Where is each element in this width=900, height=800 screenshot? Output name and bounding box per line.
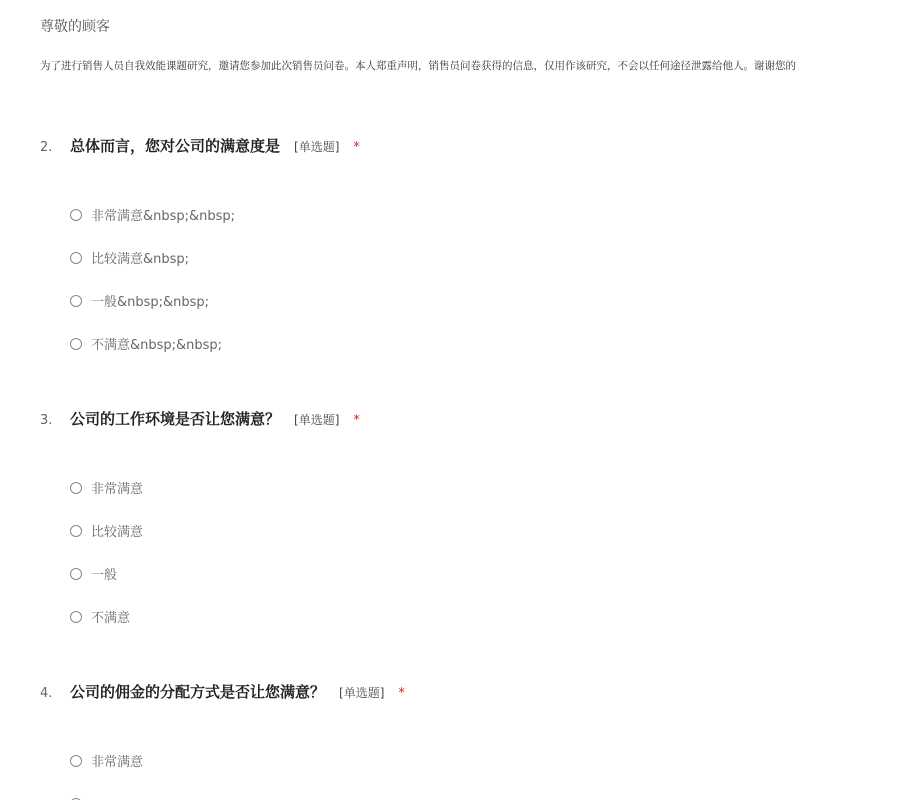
question-type-tag: [单选题]	[294, 413, 340, 427]
option-fairly-satisfied[interactable]	[70, 236, 235, 279]
required-marker: *	[398, 686, 405, 701]
question-4	[40, 681, 900, 770]
radio-button[interactable]	[70, 755, 82, 767]
question-type-tag: [单选题]	[294, 140, 340, 154]
radio-button[interactable]	[70, 252, 82, 264]
options-list	[70, 739, 143, 800]
option-label: 不满意	[91, 611, 131, 626]
radio-button[interactable]	[70, 295, 82, 307]
required-marker: *	[353, 413, 360, 428]
option-average[interactable]	[70, 279, 235, 322]
option-label: 比较满意&nbsp;	[91, 252, 190, 267]
required-marker: *	[353, 140, 360, 155]
intro-text: 为了进行销售人员自我效能课题研究，邀请您参加此次销售员问卷。本人郑重声明，销售员问卷获得的信息，仅用作该研究，不会以任何途径泄露给他人。谢谢您的	[40, 60, 796, 72]
question-number: 4.	[40, 686, 53, 701]
radio-button[interactable]	[70, 525, 82, 537]
radio-button[interactable]	[70, 209, 82, 221]
question-3	[40, 408, 900, 626]
option-label: 一般	[91, 568, 118, 583]
option-cut-off[interactable]	[70, 782, 143, 800]
question-header	[40, 135, 900, 159]
radio-button[interactable]	[70, 568, 82, 580]
option-label: 非常满意	[91, 482, 144, 497]
option-label: 非常满意	[91, 755, 144, 770]
option-label: 一般&nbsp;&nbsp;	[91, 295, 210, 310]
option-label: 非常满意&nbsp;&nbsp;	[91, 209, 236, 224]
question-header	[40, 681, 900, 705]
question-title: 公司的工作环境是否让您满意？	[70, 410, 281, 428]
question-number: 2.	[40, 140, 53, 155]
option-very-satisfied[interactable]	[70, 466, 143, 509]
radio-button[interactable]	[70, 338, 82, 350]
option-label: 不满意&nbsp;&nbsp;	[91, 338, 223, 353]
option-average[interactable]	[70, 552, 143, 595]
radio-button[interactable]	[70, 482, 82, 494]
question-type-tag: [单选题]	[339, 686, 385, 700]
question-2	[40, 135, 900, 353]
option-fairly-satisfied[interactable]	[70, 509, 143, 552]
option-very-satisfied[interactable]	[70, 193, 235, 236]
options-list	[70, 193, 235, 365]
option-dissatisfied[interactable]	[70, 595, 143, 638]
question-title: 总体而言，您对公司的满意度是	[70, 137, 281, 155]
option-label: 比较满意	[91, 525, 144, 540]
greeting-heading: 尊敬的顾客	[40, 19, 110, 35]
question-title: 公司的佣金的分配方式是否让您满意？	[70, 683, 326, 701]
question-number: 3.	[40, 413, 53, 428]
radio-button[interactable]	[70, 611, 82, 623]
option-dissatisfied[interactable]	[70, 322, 235, 365]
question-header	[40, 408, 900, 432]
options-list	[70, 466, 143, 638]
option-very-satisfied[interactable]	[70, 739, 143, 782]
